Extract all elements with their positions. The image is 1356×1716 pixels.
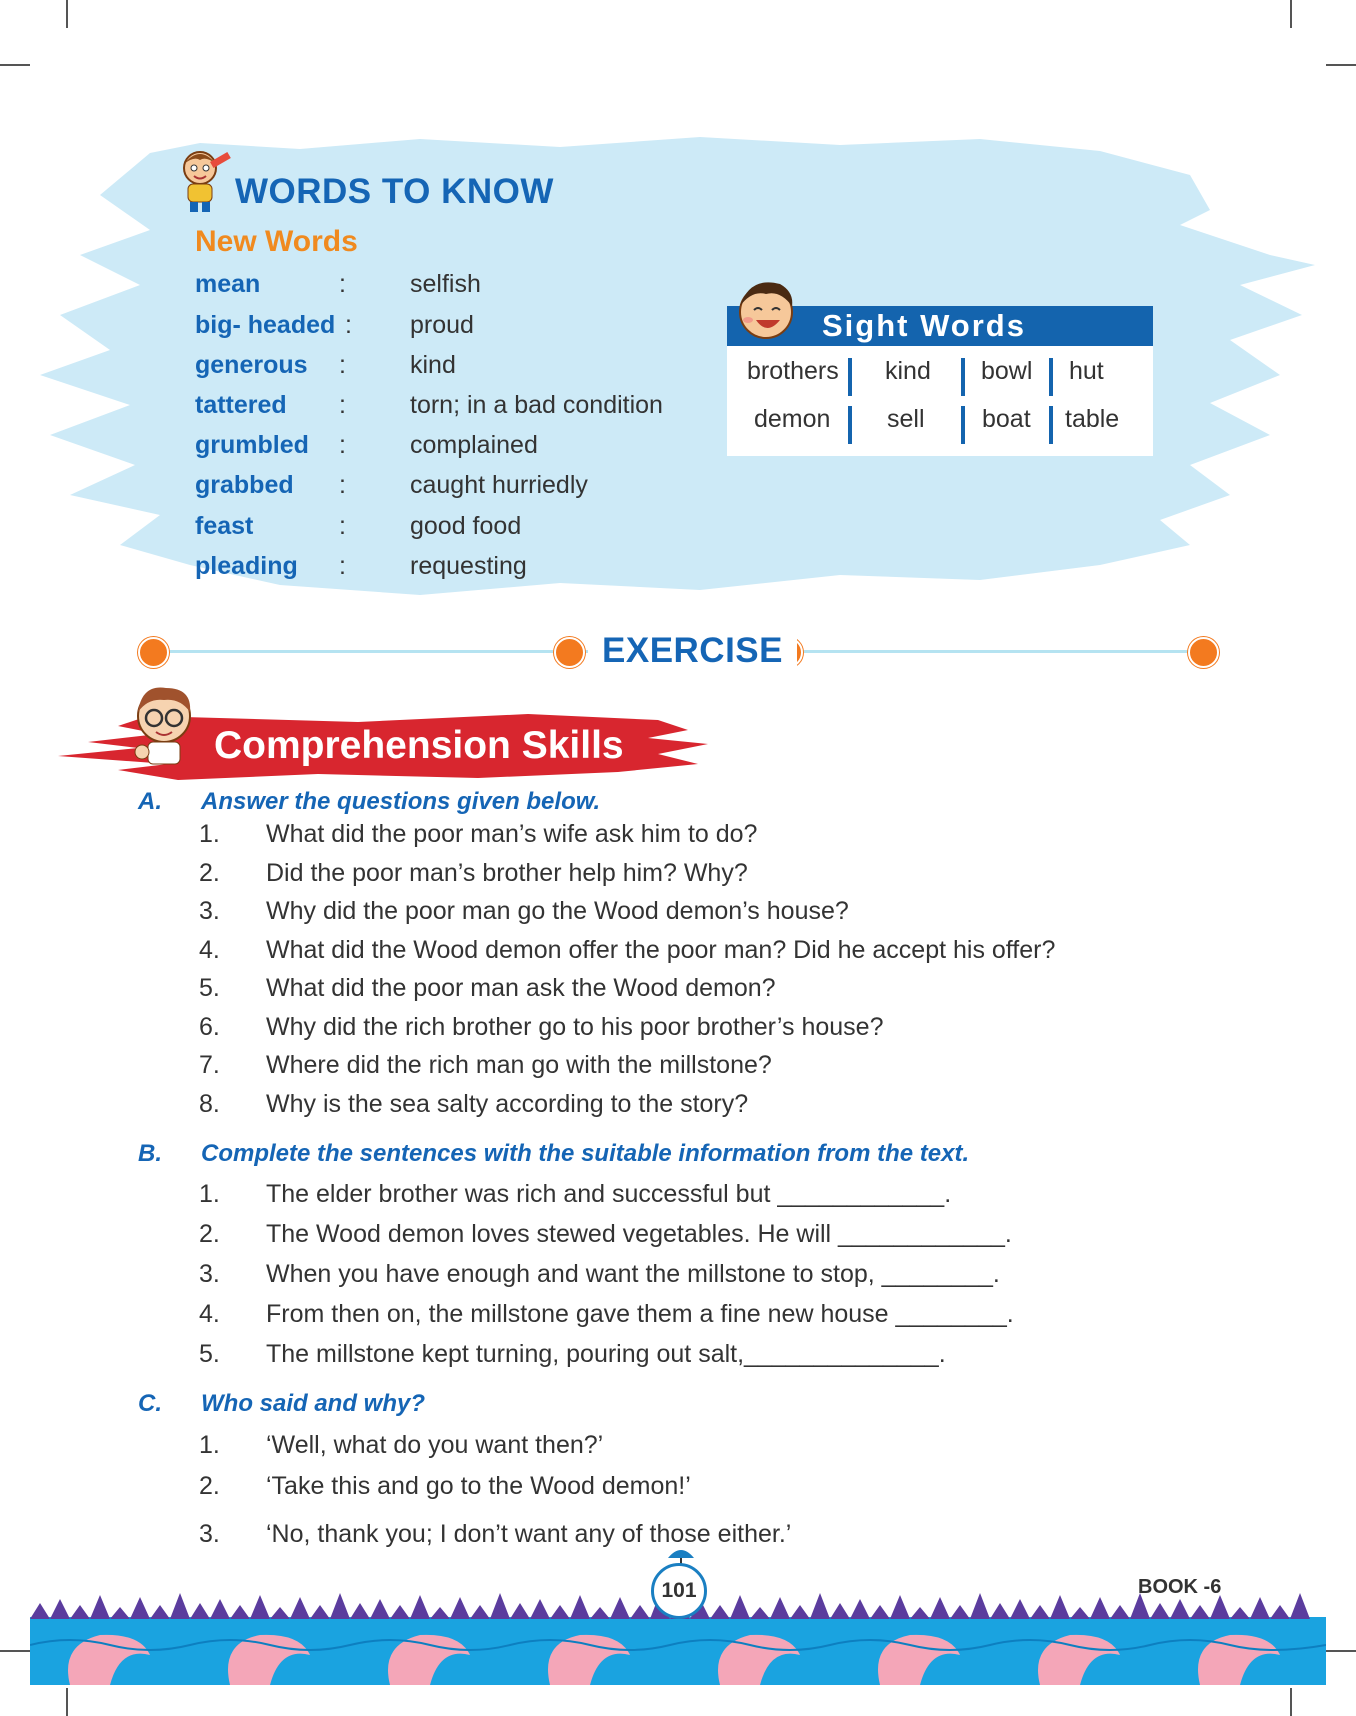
boy-with-glasses-icon [122,680,204,766]
word-separator: : [339,471,346,499]
word-meaning: caught hurriedly [410,471,588,499]
question-number: 4. [199,936,220,964]
question-text: When you have enough and want the millstone to stop, ________. [266,1260,1000,1288]
crop-mark [1326,1650,1356,1652]
words-to-know-title: WORDS TO KNOW [235,172,554,211]
word-meaning: requesting [410,552,527,580]
question-number: 5. [199,974,220,1002]
sight-words-title: Sight Words [822,308,1026,343]
crop-mark [0,1650,30,1652]
question-number: 8. [199,1090,220,1118]
question-number: 2. [199,859,220,887]
question-number: 3. [199,1520,220,1548]
laughing-boy-icon [730,276,800,348]
word-term: feast [195,512,254,540]
divider [961,358,965,396]
word-meaning: good food [410,512,522,540]
word-meaning: complained [410,431,538,459]
question-text: From then on, the millstone gave them a fine new house ________. [266,1300,1014,1328]
word-term: grabbed [195,471,294,499]
boy-with-pencil-icon [170,148,232,214]
question-text: Did the poor man’s brother help him? Why? [266,859,748,887]
sight-word: kind [885,357,931,385]
question-number: 3. [199,1260,220,1288]
divider [961,406,965,444]
exercise-title: EXERCISE [588,631,797,671]
sight-word: brothers [747,357,839,385]
divider [1049,358,1053,396]
word-meaning: kind [410,351,456,379]
question-text: ‘No, thank you; I don’t want any of those either.’ [266,1520,792,1548]
word-separator: : [339,552,346,580]
question-text: The millstone kept turning, pouring out salt,______________. [266,1340,946,1368]
sight-word: demon [754,405,831,433]
question-text: What did the poor man’s wife ask him to do? [266,820,758,848]
sight-word: hut [1069,357,1104,385]
question-number: 2. [199,1472,220,1500]
word-term: tattered [195,391,287,419]
question-text: Why did the poor man go the Wood demon’s house? [266,897,849,925]
section-label: C. [138,1390,162,1417]
word-term: generous [195,351,308,379]
word-separator: : [339,391,346,419]
crop-mark [0,64,30,66]
word-term: big- headed [195,311,336,339]
question-number: 6. [199,1013,220,1041]
word-separator: : [345,311,352,339]
crop-mark [1326,64,1356,66]
question-number: 2. [199,1220,220,1248]
word-separator: : [339,431,346,459]
page-number: 101 [651,1563,707,1619]
comprehension-title: Comprehension Skills [214,724,624,767]
word-separator: : [339,351,346,379]
divider [1049,406,1053,444]
crop-mark [1290,1688,1292,1716]
crop-mark [1290,0,1292,28]
section-title: Complete the sentences with the suitable information from the text. [201,1140,970,1167]
question-text: What did the Wood demon offer the poor man? Did he accept his offer? [266,936,1056,964]
word-separator: : [339,512,346,540]
question-text: ‘Well, what do you want then?’ [266,1431,604,1459]
word-meaning: selfish [410,270,481,298]
sight-word: sell [887,405,925,433]
crop-mark [66,1688,68,1716]
word-term: grumbled [195,431,309,459]
question-text: What did the poor man ask the Wood demon? [266,974,776,1002]
sight-word: table [1065,405,1120,433]
question-text: Why is the sea salty according to the story? [266,1090,749,1118]
section-label: B. [138,1140,162,1167]
question-text: Where did the rich man go with the millstone? [266,1051,772,1079]
section-label: A. [138,788,162,815]
question-number: 7. [199,1051,220,1079]
divider [848,406,852,444]
word-term: mean [195,270,261,298]
sight-word: bowl [981,357,1033,385]
new-words-title: New Words [195,225,358,258]
crop-mark [66,0,68,28]
divider-dot [138,637,169,668]
sight-word: boat [982,405,1031,433]
question-text: The elder brother was rich and successful but ____________. [266,1180,952,1208]
word-term: pleading [195,552,298,580]
section-title: Who said and why? [201,1390,426,1417]
section-title: Answer the questions given below. [201,788,601,815]
word-meaning: proud [410,311,474,339]
question-text: Why did the rich brother go to his poor brother’s house? [266,1013,884,1041]
book-label: BOOK -6 [1138,1576,1222,1598]
question-number: 5. [199,1340,220,1368]
word-separator: : [339,270,346,298]
question-text: ‘Take this and go to the Wood demon!’ [266,1472,691,1500]
question-number: 1. [199,1180,220,1208]
divider [848,358,852,396]
divider-dot [1188,637,1219,668]
question-number: 1. [199,820,220,848]
divider-dot [554,637,585,668]
question-number: 3. [199,897,220,925]
question-number: 1. [199,1431,220,1459]
question-number: 4. [199,1300,220,1328]
question-text: The Wood demon loves stewed vegetables. He will ____________. [266,1220,1012,1248]
word-meaning: torn; in a bad condition [410,391,663,419]
